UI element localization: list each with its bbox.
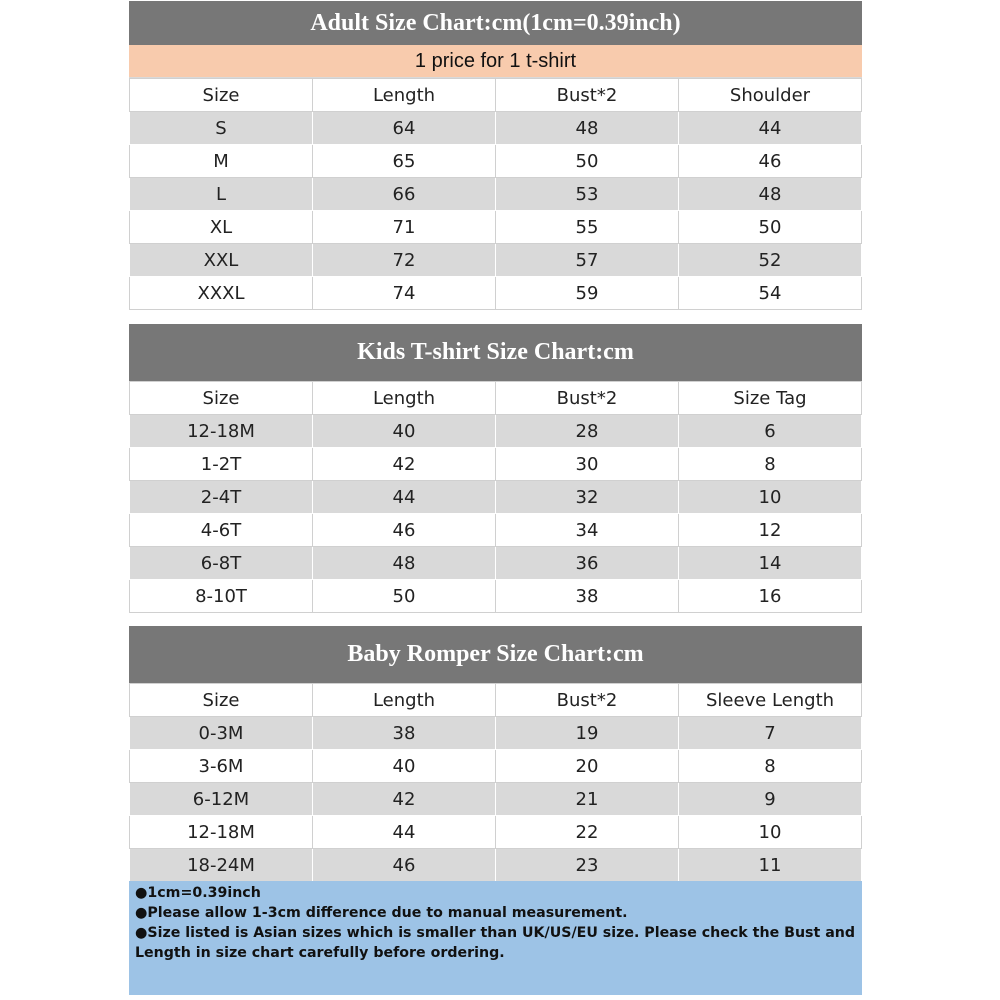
table-cell: 66 xyxy=(313,178,496,211)
table-cell: 19 xyxy=(496,717,679,750)
table-row xyxy=(130,481,862,514)
table-row xyxy=(130,514,862,547)
note-line: ●Please allow 1-3cm difference due to manual measurement. xyxy=(135,905,628,921)
baby-size-table xyxy=(129,683,862,882)
table-row xyxy=(130,415,862,448)
table-cell: 10 xyxy=(679,816,862,849)
table-cell: 6 xyxy=(679,415,862,448)
table-row xyxy=(130,750,862,783)
table-cell: 3-6M xyxy=(130,750,313,783)
table-row xyxy=(130,816,862,849)
table-cell: 71 xyxy=(313,211,496,244)
table-cell: 28 xyxy=(496,415,679,448)
table-cell: 18-24M xyxy=(130,849,313,882)
table-cell: 12 xyxy=(679,514,862,547)
table-cell: 36 xyxy=(496,547,679,580)
table-cell: 10 xyxy=(679,481,862,514)
adult-size-section xyxy=(129,1,862,310)
table-cell: 57 xyxy=(496,244,679,277)
table-cell: 65 xyxy=(313,145,496,178)
table-cell: 20 xyxy=(496,750,679,783)
table-row xyxy=(130,178,862,211)
baby-chart-title: Baby Romper Size Chart:cm xyxy=(129,626,862,683)
table-cell: 74 xyxy=(313,277,496,310)
table-cell: 8-10T xyxy=(130,580,313,613)
table-cell: 48 xyxy=(313,547,496,580)
table-cell: 4-6T xyxy=(130,514,313,547)
table-cell: 2-4T xyxy=(130,481,313,514)
adult-chart-title: Adult Size Chart:cm(1cm=0.39inch) xyxy=(129,1,862,45)
table-cell: 46 xyxy=(313,849,496,882)
table-cell: XXL xyxy=(130,244,313,277)
table-row xyxy=(130,244,862,277)
table-cell: 8 xyxy=(679,750,862,783)
table-cell: 40 xyxy=(313,750,496,783)
column-header: Length xyxy=(313,382,496,415)
table-cell: 48 xyxy=(496,112,679,145)
table-cell: L xyxy=(130,178,313,211)
note-line: ●Size listed is Asian sizes which is smaller than UK/US/EU size. Please check the Bust and Length in size chart carefully before ordering. xyxy=(135,925,856,961)
column-header: Bust*2 xyxy=(496,684,679,717)
column-header: Size Tag xyxy=(679,382,862,415)
table-row xyxy=(130,145,862,178)
kids-size-table xyxy=(129,381,862,613)
table-row xyxy=(130,580,862,613)
kids-size-section xyxy=(129,324,862,613)
notes-box xyxy=(129,881,862,995)
table-row xyxy=(130,277,862,310)
table-cell: 48 xyxy=(679,178,862,211)
table-cell: 1-2T xyxy=(130,448,313,481)
table-row xyxy=(130,717,862,750)
table-cell: 42 xyxy=(313,783,496,816)
table-cell: 11 xyxy=(679,849,862,882)
note-line: ●1cm=0.39inch xyxy=(135,885,261,901)
table-cell: 64 xyxy=(313,112,496,145)
table-header-row xyxy=(130,382,862,415)
column-header: Length xyxy=(313,79,496,112)
table-header-row xyxy=(130,79,862,112)
table-cell: 38 xyxy=(496,580,679,613)
table-cell: 59 xyxy=(496,277,679,310)
table-cell: 12-18M xyxy=(130,816,313,849)
table-cell: 44 xyxy=(313,481,496,514)
table-cell: 6-8T xyxy=(130,547,313,580)
table-row xyxy=(130,547,862,580)
table-cell: 44 xyxy=(679,112,862,145)
table-header-row xyxy=(130,684,862,717)
price-note: 1 price for 1 t-shirt xyxy=(129,45,862,78)
table-cell: 9 xyxy=(679,783,862,816)
kids-chart-title: Kids T-shirt Size Chart:cm xyxy=(129,324,862,381)
table-cell: 21 xyxy=(496,783,679,816)
table-cell: 32 xyxy=(496,481,679,514)
table-cell: 8 xyxy=(679,448,862,481)
table-cell: XXXL xyxy=(130,277,313,310)
table-cell: 16 xyxy=(679,580,862,613)
column-header: Size xyxy=(130,79,313,112)
table-cell: 50 xyxy=(496,145,679,178)
column-header: Sleeve Length xyxy=(679,684,862,717)
column-header: Size xyxy=(130,684,313,717)
table-cell: 38 xyxy=(313,717,496,750)
column-header: Shoulder xyxy=(679,79,862,112)
table-cell: 72 xyxy=(313,244,496,277)
table-cell: 55 xyxy=(496,211,679,244)
table-cell: 50 xyxy=(679,211,862,244)
table-cell: 22 xyxy=(496,816,679,849)
table-cell: S xyxy=(130,112,313,145)
table-cell: 30 xyxy=(496,448,679,481)
table-cell: 23 xyxy=(496,849,679,882)
table-cell: 53 xyxy=(496,178,679,211)
table-cell: XL xyxy=(130,211,313,244)
table-cell: 44 xyxy=(313,816,496,849)
table-cell: 50 xyxy=(313,580,496,613)
table-cell: 34 xyxy=(496,514,679,547)
table-row xyxy=(130,448,862,481)
adult-size-table xyxy=(129,78,862,310)
table-cell: 42 xyxy=(313,448,496,481)
table-cell: 46 xyxy=(313,514,496,547)
table-row xyxy=(130,783,862,816)
table-cell: 14 xyxy=(679,547,862,580)
column-header: Bust*2 xyxy=(496,79,679,112)
table-row xyxy=(130,112,862,145)
column-header: Bust*2 xyxy=(496,382,679,415)
table-cell: 6-12M xyxy=(130,783,313,816)
table-cell: M xyxy=(130,145,313,178)
table-row xyxy=(130,849,862,882)
table-cell: 7 xyxy=(679,717,862,750)
baby-size-section xyxy=(129,626,862,882)
table-row xyxy=(130,211,862,244)
table-cell: 46 xyxy=(679,145,862,178)
table-cell: 0-3M xyxy=(130,717,313,750)
column-header: Size xyxy=(130,382,313,415)
table-cell: 40 xyxy=(313,415,496,448)
column-header: Length xyxy=(313,684,496,717)
table-cell: 54 xyxy=(679,277,862,310)
table-cell: 52 xyxy=(679,244,862,277)
table-cell: 12-18M xyxy=(130,415,313,448)
